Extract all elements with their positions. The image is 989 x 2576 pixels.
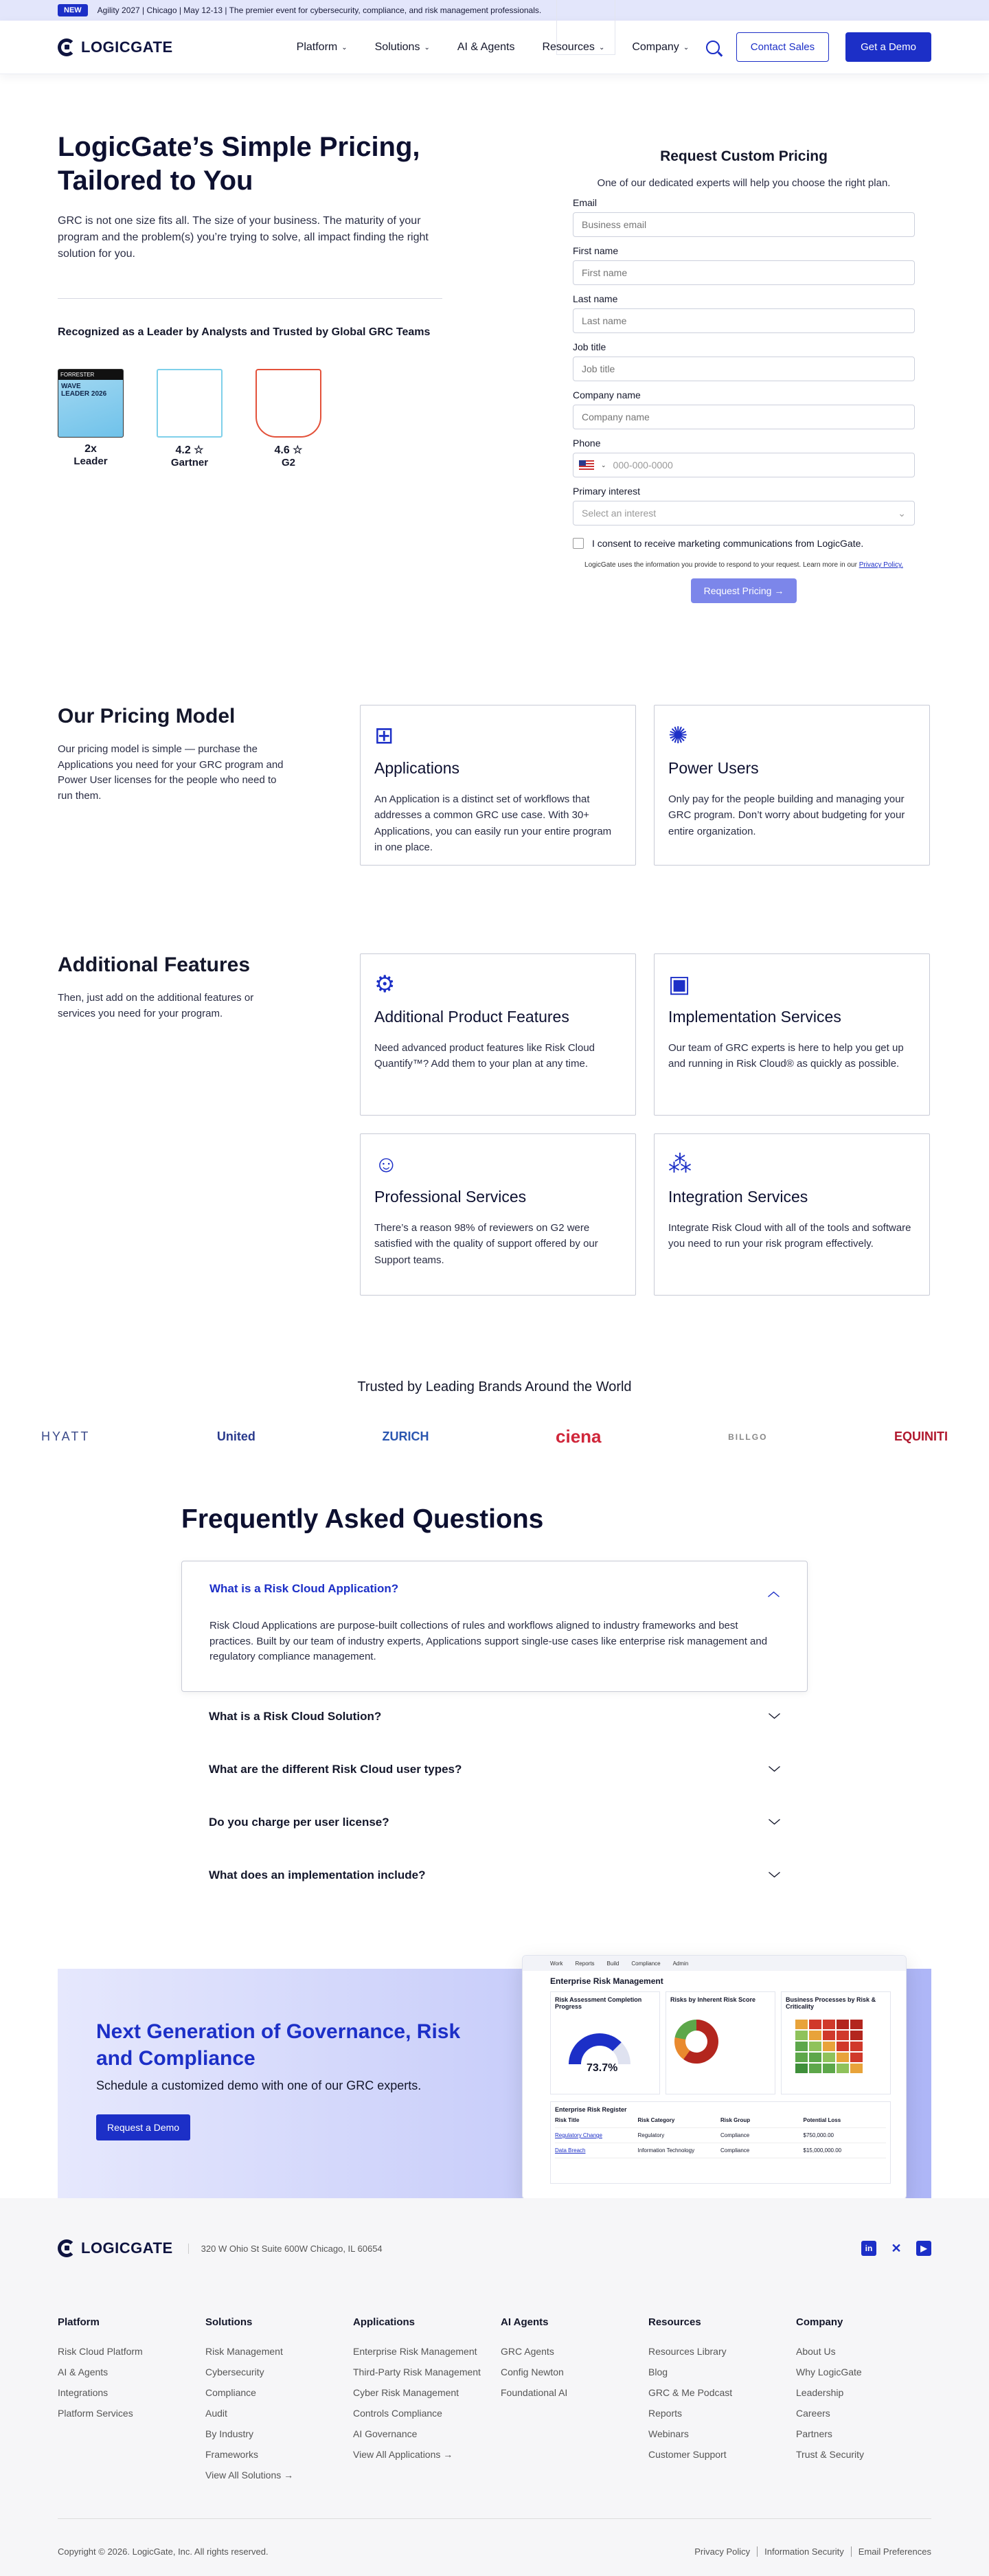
card-body: An Application is a distinct set of workflows that addresses a common GRC use case. With 30+ Applications, you can easily run your entire program in one place. — [374, 793, 612, 853]
ciena-logo: ciena — [556, 1426, 602, 1447]
card-body: Integrate Risk Cloud with all of the tools and software you need to run your risk program effectively. — [668, 1222, 911, 1250]
footer-link[interactable]: Config Newton — [501, 2366, 564, 2377]
faq-item[interactable]: What does an implementation include? ﹀ — [209, 1868, 780, 1885]
pricing-form — [573, 148, 915, 603]
integration-card — [654, 1133, 930, 1296]
card-body: There’s a reason 98% of reviewers on G2 were satisfied with the quality of support offered by our Support teams. — [374, 1222, 598, 1266]
chevron-down-icon: ﹀ — [769, 1765, 780, 1779]
nav-platform[interactable]: Platform ⌄ — [296, 41, 348, 53]
cta-title: Next Generation of Governance, Risk and Compliance — [96, 2020, 461, 2070]
forrester-wave-image: FORRESTER WAVE LEADER 2026 — [58, 369, 124, 438]
card-title: Professional Services — [374, 1188, 527, 1206]
x-icon[interactable]: ✕ — [891, 2241, 902, 2255]
footer-heading: Company — [796, 2316, 843, 2328]
footer-logo[interactable]: LOGICGATE — [58, 2239, 173, 2257]
footer-heading: Applications — [353, 2316, 416, 2328]
footer-heading: Solutions — [205, 2316, 253, 2328]
footer-heading: Platform — [58, 2316, 100, 2328]
email-preferences-link[interactable]: Email Preferences — [851, 2546, 931, 2557]
footer-link[interactable]: Why LogicGate — [796, 2366, 862, 2377]
footer-column — [58, 2316, 205, 2490]
footer-link[interactable]: Risk Cloud Platform — [58, 2346, 143, 2357]
cta-subtitle: Schedule a customized demo with one of our GRC experts. — [96, 2079, 422, 2092]
footer-link[interactable]: Audit — [205, 2408, 227, 2419]
footer-link[interactable]: Third-Party Risk Management — [353, 2366, 481, 2377]
power-users-icon: ✺ — [668, 723, 688, 749]
card-title: Integration Services — [668, 1188, 808, 1206]
applications-icon: ⊞ — [374, 723, 394, 749]
dashboard-title: Enterprise Risk Management — [550, 1976, 663, 1986]
company-label: Company name — [573, 389, 641, 400]
footer-link[interactable]: GRC Agents — [501, 2346, 554, 2357]
footer-link[interactable]: Foundational AI — [501, 2387, 568, 2398]
footer-link[interactable]: Platform Services — [58, 2408, 133, 2419]
search-icon[interactable] — [706, 41, 720, 54]
footer-link[interactable]: View All Applications → — [353, 2449, 453, 2460]
faq-answer: Risk Cloud Applications are purpose-built collections of rules and workflows aligned to industry frameworks and best practices. Built by our team of industry experts, Applications support single-use cases like enterprise risk management and regulatory compliance management. — [209, 1620, 768, 1662]
heatmap — [795, 2020, 863, 2073]
footer-link[interactable]: Compliance — [205, 2387, 256, 2398]
hero-body: GRC is not one size fits all. The size of your business. The maturity of your program and the problem(s) you’re trying to solve, all impact finding the right solution for you. — [58, 214, 429, 260]
form-subtitle: One of our dedicated experts will help you choose the right plan. — [597, 177, 891, 189]
job-title-field[interactable] — [573, 357, 915, 381]
g2-leader-image — [255, 369, 321, 438]
information-security-link[interactable]: Information Security — [757, 2546, 844, 2557]
divider — [58, 298, 442, 299]
new-tag: NEW — [58, 4, 88, 16]
gartner-peer-insights-image — [157, 369, 223, 438]
copyright: Copyright © 2026. LogicGate, Inc. All rights reserved. — [58, 2546, 269, 2557]
footer-column — [353, 2316, 501, 2490]
card-title: Implementation Services — [668, 1008, 841, 1026]
footer-link[interactable]: Blog — [648, 2366, 668, 2377]
main-nav — [0, 21, 989, 74]
pricing-model — [58, 705, 291, 804]
footer-heading: AI Agents — [501, 2316, 549, 2328]
additional-features — [58, 953, 291, 1021]
integration-icon: ⁂ — [668, 1151, 692, 1177]
logo-icon — [58, 38, 76, 56]
footer-address: 320 W Ohio St Suite 600W Chicago, IL 60654 — [188, 2244, 383, 2254]
footer-link[interactable]: AI & Agents — [58, 2366, 109, 2377]
first-name-field[interactable] — [573, 260, 915, 285]
banner-text: Agility 2027 | Chicago | May 12-13 | The premier event for cybersecurity, compliance, and risk management professionals. — [97, 5, 542, 15]
dashboard-screenshot: Work Reports Build Compliance Admin Enterprise Risk Management Risk Assessment Completion Progress 73.7% Risks by Inherent Risk Score Business Processes by Risk & Criticality Enterprise Risk Register Risk Title Risk Category Risk Group Potential Loss Regulatory Change Regulatory Compliance $750,000.00 Data Breach Information Technology Compliance $15,000,000.00 — [522, 1955, 907, 2200]
footer-link[interactable]: Enterprise Risk Management — [353, 2346, 477, 2357]
consent-checkbox[interactable] — [573, 538, 584, 549]
footer-link[interactable]: Cybersecurity — [205, 2366, 264, 2377]
footer-link[interactable]: Reports — [648, 2408, 683, 2419]
implementation-card — [654, 953, 930, 1116]
form-title: Request Custom Pricing — [660, 148, 828, 164]
applications-card — [360, 705, 636, 866]
consent-label: I consent to receive marketing communications from LogicGate. — [592, 538, 864, 549]
hero — [58, 131, 442, 468]
footer-link[interactable]: AI Governance — [353, 2428, 418, 2439]
nav-company[interactable]: Company ⌄ — [632, 41, 690, 53]
faq-item[interactable]: Do you charge per user license? ﹀ — [209, 1815, 780, 1832]
zurich-logo: ZURICH — [382, 1430, 429, 1443]
features-title: Additional Features — [58, 953, 251, 976]
announcement-banner — [0, 0, 989, 21]
footer-link[interactable]: About Us — [796, 2346, 836, 2357]
hyatt-logo: HYATT — [41, 1430, 91, 1443]
card-body: Our team of GRC experts is here to help you get up and running in Risk Cloud® as quickly as possible. — [668, 1042, 904, 1070]
gear-icon: ⚙ — [374, 971, 396, 997]
privacy-policy-link[interactable]: Privacy Policy — [694, 2546, 751, 2557]
interest-label: Primary interest — [573, 486, 641, 497]
faq-item[interactable]: What are the different Risk Cloud user types? ﹀ — [209, 1762, 780, 1779]
footer-link[interactable]: Partners — [796, 2428, 832, 2439]
company-field[interactable] — [573, 405, 915, 429]
card-body: Only pay for the people building and managing your GRC program. Don’t worry about budgeting for your entire organization. — [668, 793, 905, 837]
phone-label: Phone — [573, 438, 601, 449]
footer-heading: Resources — [648, 2316, 701, 2328]
footer-link[interactable]: Resources Library — [648, 2346, 727, 2357]
youtube-icon[interactable]: ▶ — [916, 2241, 931, 2256]
email-field[interactable] — [573, 212, 915, 237]
us-flag-icon[interactable] — [579, 460, 594, 470]
pricing-title: Our Pricing Model — [58, 705, 236, 727]
g2-badge: 4.6 ☆ G2 — [255, 369, 321, 468]
email-label: Email — [573, 197, 598, 208]
footer-column — [648, 2316, 796, 2490]
support-icon: ☺ — [374, 1151, 398, 1177]
chevron-down-icon: ⌄ — [898, 507, 906, 519]
phone-field[interactable]: ⌄ 000-000-0000 — [573, 453, 915, 477]
gauge-chart — [569, 2033, 630, 2064]
footer-link[interactable]: Frameworks — [205, 2449, 259, 2460]
billgo-logo: BILLGO — [728, 1432, 768, 1442]
footer-link[interactable]: Cyber Risk Management — [353, 2387, 459, 2398]
chevron-down-icon: ﹀ — [769, 1713, 780, 1726]
privacy-link[interactable]: Privacy Policy. — [859, 561, 903, 569]
faq-question: What is a Risk Cloud Application? — [209, 1582, 399, 1595]
job-title-label: Job title — [573, 341, 606, 352]
chevron-down-icon: ﹀ — [769, 1871, 780, 1885]
faq-item-open[interactable] — [181, 1561, 808, 1692]
trusted-title: Trusted by Leading Brands Around the World — [357, 1379, 632, 1394]
risk-register: Enterprise Risk Register Risk Title Risk Category Risk Group Potential Loss Regulatory Change Regulatory Compliance $750,000.00 Data Breach Information Technology Compliance $15,000,000.00 — [550, 2101, 891, 2184]
donut-chart — [674, 2020, 718, 2064]
logo[interactable]: LOGICGATE — [58, 38, 173, 56]
gartner-badge: 4.2 ☆ Gartner — [157, 369, 223, 468]
chevron-down-icon: ﹀ — [769, 1818, 780, 1832]
equiniti-logo: EQUINITI — [894, 1430, 948, 1443]
faq-title: Frequently Asked Questions — [181, 1504, 544, 1534]
linkedin-icon[interactable]: in — [861, 2241, 876, 2256]
forrester-badge: FORRESTER WAVE LEADER 2026 2x Leader — [58, 369, 124, 468]
last-name-label: Last name — [573, 293, 618, 304]
leader-heading: Recognized as a Leader by Analysts and Trusted by Global GRC Teams — [58, 326, 431, 338]
interest-select[interactable]: Select an interest ⌄ — [573, 501, 915, 526]
presentation-icon: ▣ — [668, 971, 691, 997]
faq-item[interactable]: What is a Risk Cloud Solution? ﹀ — [209, 1709, 780, 1726]
faq-section — [181, 1504, 808, 1903]
footer-columns — [58, 2316, 944, 2490]
footer-link[interactable]: Trust & Security — [796, 2449, 865, 2460]
request-demo-button[interactable]: Request a Demo — [96, 2114, 190, 2140]
footer — [0, 2198, 989, 2576]
footer-link[interactable]: Integrations — [58, 2387, 109, 2398]
chevron-up-icon[interactable]: ︿ — [768, 1585, 780, 1598]
contact-sales-button[interactable]: Contact Sales — [736, 32, 829, 62]
footer-link[interactable]: Leadership — [796, 2387, 844, 2398]
features-body: Then, just add on the additional features or services you need for your program. — [58, 992, 254, 1019]
brand-logos — [41, 1426, 948, 1447]
first-name-label: First name — [573, 245, 619, 256]
product-features-card — [360, 953, 636, 1116]
card-title: Power Users — [668, 759, 759, 777]
united-logo: United — [216, 1430, 255, 1443]
footer-column — [796, 2316, 944, 2490]
get-demo-button[interactable]: Get a Demo — [845, 32, 931, 62]
card-body: Need advanced product features like Risk Cloud Quantify™? Add them to your plan at any time. — [374, 1042, 595, 1070]
footer-column — [501, 2316, 648, 2490]
power-users-card — [654, 705, 930, 866]
page-title: LogicGate’s Simple Pricing, Tailored to You — [58, 132, 420, 196]
pricing-body: Our pricing model is simple — purchase the Applications you need for your GRC program and Power User licenses for the people who need to run them. — [58, 743, 284, 802]
card-title: Additional Product Features — [374, 1008, 569, 1026]
logo-icon — [58, 2239, 76, 2257]
request-pricing-button[interactable]: Request Pricing → — [691, 578, 797, 603]
footer-link[interactable]: View All Solutions → — [205, 2470, 294, 2481]
footer-link[interactable]: Risk Management — [205, 2346, 283, 2357]
nav-ai-agents[interactable]: AI & Agents — [457, 41, 515, 53]
card-title: Applications — [374, 759, 460, 777]
professional-services-card — [360, 1133, 636, 1296]
last-name-field[interactable] — [573, 308, 915, 333]
nav-resources[interactable]: Resources ⌄ — [542, 41, 605, 53]
footer-link[interactable]: Customer Support — [648, 2449, 727, 2460]
footer-link[interactable]: Controls Compliance — [353, 2408, 442, 2419]
footer-link[interactable]: GRC & Me Podcast — [648, 2387, 733, 2398]
privacy-note: LogicGate uses the information you provide to respond to your request. Learn more in our Privacy Policy. — [584, 561, 903, 569]
footer-link[interactable]: Webinars — [648, 2428, 689, 2439]
footer-column — [205, 2316, 353, 2490]
nav-solutions[interactable]: Solutions ⌄ — [374, 41, 430, 53]
footer-link[interactable]: By Industry — [205, 2428, 254, 2439]
footer-link[interactable]: Careers — [796, 2408, 830, 2419]
